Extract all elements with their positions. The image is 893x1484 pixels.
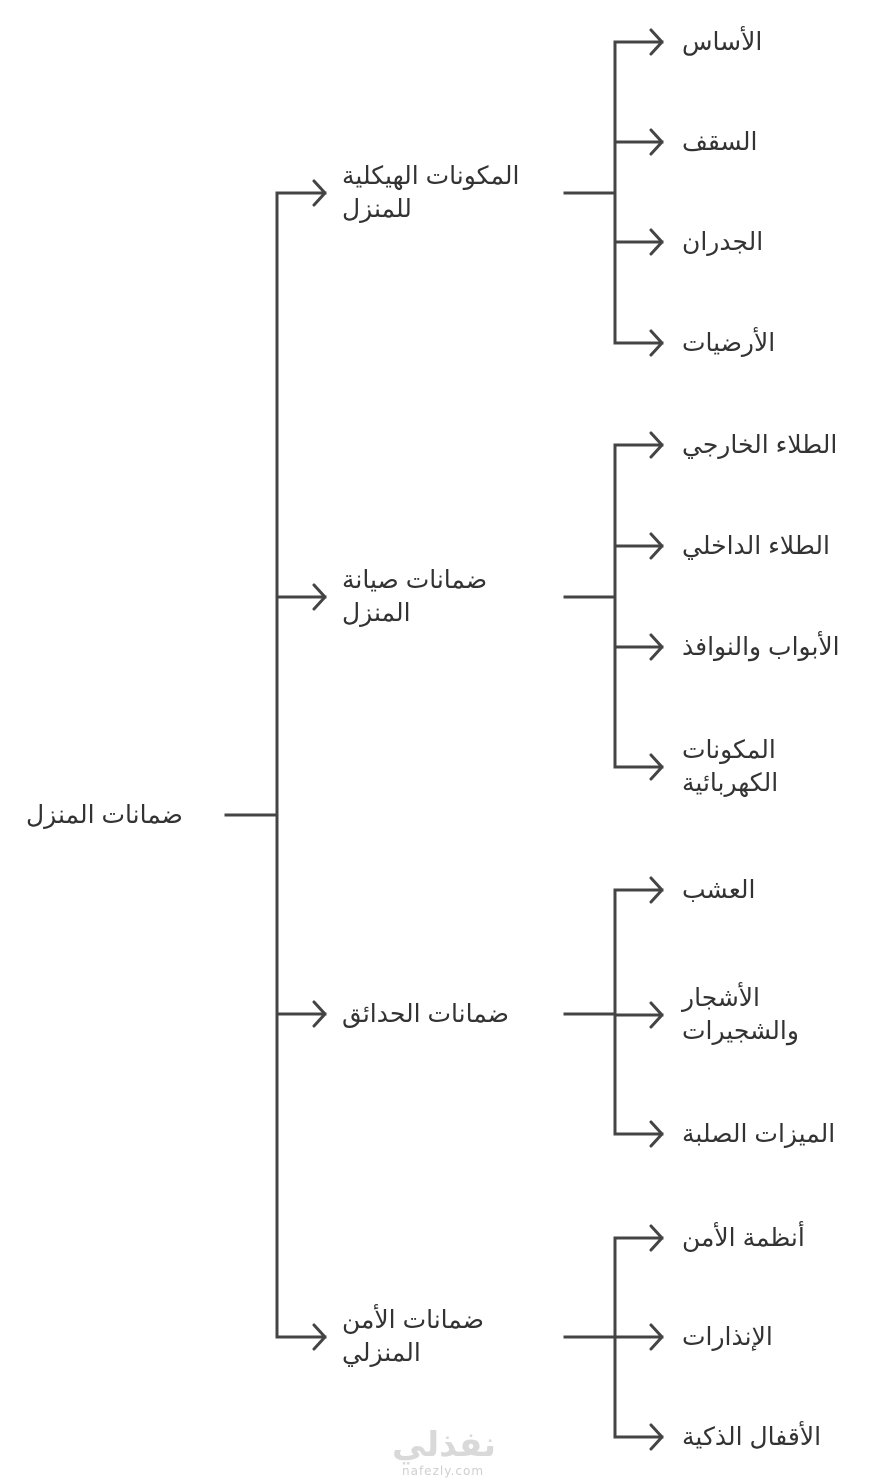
branch-2-child-2-label-line-1: الطلاء الداخلي <box>682 531 830 560</box>
branch-3-child-1-label-line-1: العشب <box>682 875 756 904</box>
branch-3-child-2-label-line-1: الأشجار <box>682 984 760 1012</box>
branch-4-child-2-label-line-1: الإنذارات <box>682 1322 773 1351</box>
watermark-site: nafezly.com <box>402 1464 485 1478</box>
branch-2-child-1-label-line-1: الطلاء الخارجي <box>682 430 838 459</box>
branch-4-child-1-label-line-1: أنظمة الأمن <box>682 1223 805 1252</box>
branch-2-child-4-label-line-2: الكهربائية <box>682 769 779 797</box>
branch-1-label-line-1: المكونات الهيكلية <box>342 162 520 190</box>
root-node-label: ضمانات المنزل <box>26 800 183 829</box>
branch-4-child-3-label-line-1: الأقفال الذكية <box>682 1422 822 1451</box>
branch-4-label-line-2: المنزلي <box>342 1339 421 1367</box>
branch-2-label-line-1: ضمانات صيانة <box>342 566 488 594</box>
branch-1-child-3-label-line-1: الجدران <box>682 227 764 256</box>
branch-1-child-2-label-line-1: السقف <box>682 127 758 156</box>
branch-2-child-3-label-line-1: الأبواب والنوافذ <box>682 632 840 661</box>
branch-1-child-1-label-line-1: الأساس <box>682 27 763 56</box>
branch-2-child-4-label-line-1: المكونات <box>682 736 776 764</box>
branch-3-child-2-label-line-2: والشجيرات <box>682 1017 799 1045</box>
branch-1-child-4-label-line-1: الأرضيات <box>682 328 776 357</box>
branch-4-label-line-1: ضمانات الأمن <box>342 1306 484 1334</box>
watermark-brand: نفذلي <box>392 1425 497 1465</box>
branch-3-label-line-1: ضمانات الحدائق <box>342 999 509 1028</box>
branch-1-label-line-2: للمنزل <box>342 195 412 223</box>
branch-3-child-3-label-line-1: الميزات الصلبة <box>682 1119 836 1148</box>
branch-2-label-line-2: المنزل <box>342 599 411 627</box>
